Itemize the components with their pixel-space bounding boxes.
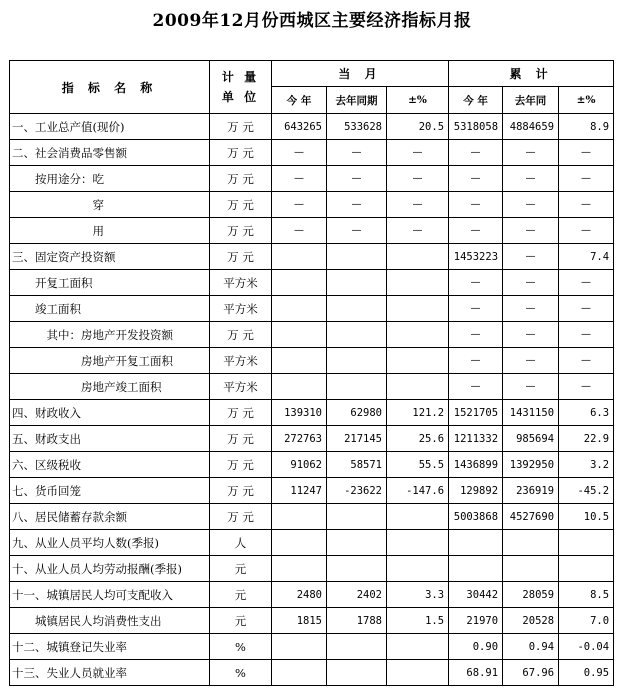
- month-this-year-value: 643265: [272, 114, 327, 140]
- header-cum-change: ±%: [559, 87, 614, 114]
- month-this-year-value: —: [272, 192, 327, 218]
- month-change-value: [387, 504, 449, 530]
- unit-cell: %: [210, 634, 272, 660]
- cum-change-value: [559, 556, 614, 582]
- cum-change-value: —: [559, 296, 614, 322]
- month-this-year-value: 2480: [272, 582, 327, 608]
- table-row: [10, 634, 614, 660]
- month-last-year-value: 62980: [327, 400, 387, 426]
- indicator-table-body: [10, 114, 614, 686]
- cum-this-year-value: 68.91: [449, 660, 503, 686]
- month-last-year-value: 217145: [327, 426, 387, 452]
- month-last-year-value: [327, 270, 387, 296]
- indicator-name: 八、居民储蓄存款余额: [10, 504, 210, 530]
- month-this-year-value: 139310: [272, 400, 327, 426]
- month-this-year-value: 11247: [272, 478, 327, 504]
- month-this-year-value: [272, 660, 327, 686]
- month-last-year-value: [327, 296, 387, 322]
- month-this-year-value: [272, 530, 327, 556]
- header-unit-line1: 计 量: [221, 70, 260, 84]
- unit-cell: 万 元: [210, 140, 272, 166]
- month-last-year-value: 1788: [327, 608, 387, 634]
- cum-last-year-value: [503, 556, 559, 582]
- unit-cell: 人: [210, 530, 272, 556]
- cum-change-value: 7.0: [559, 608, 614, 634]
- indicator-name: 房地产开复工面积: [10, 348, 210, 374]
- month-change-value: 20.5: [387, 114, 449, 140]
- indicator-name: 五、财政支出: [10, 426, 210, 452]
- month-change-value: —: [387, 166, 449, 192]
- month-change-value: -147.6: [387, 478, 449, 504]
- cum-this-year-value: 0.90: [449, 634, 503, 660]
- cum-this-year-value: 1453223: [449, 244, 503, 270]
- unit-cell: 万 元: [210, 400, 272, 426]
- indicator-name: 九、从业人员平均人数(季报): [10, 530, 210, 556]
- unit-cell: 平方米: [210, 270, 272, 296]
- cum-change-value: —: [559, 192, 614, 218]
- month-this-year-value: —: [272, 166, 327, 192]
- cum-change-value: -45.2: [559, 478, 614, 504]
- month-last-year-value: [327, 322, 387, 348]
- month-this-year-value: —: [272, 140, 327, 166]
- indicator-name: 二、社会消费品零售额: [10, 140, 210, 166]
- month-change-value: 121.2: [387, 400, 449, 426]
- cum-this-year-value: 129892: [449, 478, 503, 504]
- unit-cell: 元: [210, 582, 272, 608]
- indicator-name: 开复工面积: [10, 270, 210, 296]
- month-change-value: [387, 660, 449, 686]
- unit-cell: 万 元: [210, 504, 272, 530]
- table-row: [10, 400, 614, 426]
- month-change-value: [387, 322, 449, 348]
- cum-last-year-value: —: [503, 218, 559, 244]
- header-current-month: 当 月: [272, 61, 449, 87]
- cum-change-value: -0.04: [559, 634, 614, 660]
- unit-cell: 万 元: [210, 478, 272, 504]
- month-this-year-value: [272, 322, 327, 348]
- cum-this-year-value: [449, 530, 503, 556]
- table-row: [10, 140, 614, 166]
- cum-this-year-value: —: [449, 374, 503, 400]
- month-change-value: [387, 556, 449, 582]
- cum-change-value: 3.2: [559, 452, 614, 478]
- month-this-year-value: [272, 270, 327, 296]
- cum-this-year-value: —: [449, 348, 503, 374]
- cum-last-year-value: —: [503, 270, 559, 296]
- indicator-name: 十三、失业人员就业率: [10, 660, 210, 686]
- month-last-year-value: [327, 634, 387, 660]
- table-row: [10, 452, 614, 478]
- month-this-year-value: —: [272, 218, 327, 244]
- month-this-year-value: [272, 244, 327, 270]
- month-change-value: [387, 634, 449, 660]
- table-row: [10, 374, 614, 400]
- page-title: 2009年12月份西城区主要经济指标月报: [152, 11, 472, 31]
- month-change-value: [387, 348, 449, 374]
- month-change-value: 55.5: [387, 452, 449, 478]
- unit-cell: 万 元: [210, 322, 272, 348]
- unit-cell: 万 元: [210, 426, 272, 452]
- table-row: [10, 322, 614, 348]
- unit-cell: 万 元: [210, 166, 272, 192]
- indicator-name: 用: [10, 218, 210, 244]
- month-this-year-value: [272, 296, 327, 322]
- month-change-value: 25.6: [387, 426, 449, 452]
- table-row: [10, 608, 614, 634]
- cum-this-year-value: —: [449, 322, 503, 348]
- cum-change-value: —: [559, 322, 614, 348]
- indicator-name: 房地产竣工面积: [10, 374, 210, 400]
- cum-last-year-value: —: [503, 374, 559, 400]
- unit-cell: 万 元: [210, 218, 272, 244]
- indicator-name: 竣工面积: [10, 296, 210, 322]
- month-this-year-value: 1815: [272, 608, 327, 634]
- cum-this-year-value: 21970: [449, 608, 503, 634]
- cum-last-year-value: [503, 530, 559, 556]
- cum-this-year-value: —: [449, 270, 503, 296]
- cum-change-value: 8.9: [559, 114, 614, 140]
- unit-cell: 平方米: [210, 374, 272, 400]
- cum-last-year-value: 28059: [503, 582, 559, 608]
- month-last-year-value: [327, 504, 387, 530]
- table-row: [10, 244, 614, 270]
- table-row: [10, 218, 614, 244]
- unit-cell: %: [210, 660, 272, 686]
- indicator-name: 城镇居民人均消费性支出: [10, 608, 210, 634]
- month-this-year-value: [272, 634, 327, 660]
- unit-cell: 平方米: [210, 296, 272, 322]
- indicator-name: 十二、城镇登记失业率: [10, 634, 210, 660]
- table-row: [10, 478, 614, 504]
- cum-this-year-value: 5318058: [449, 114, 503, 140]
- month-change-value: —: [387, 140, 449, 166]
- header-cum-this-year: 今 年: [449, 87, 503, 114]
- cum-last-year-value: 1392950: [503, 452, 559, 478]
- cum-change-value: —: [559, 166, 614, 192]
- cum-change-value: 10.5: [559, 504, 614, 530]
- unit-cell: 万 元: [210, 244, 272, 270]
- month-last-year-value: —: [327, 192, 387, 218]
- indicator-name: 其中：房地产开发投资额: [10, 322, 210, 348]
- table-row: [10, 348, 614, 374]
- cum-this-year-value: 1521705: [449, 400, 503, 426]
- unit-cell: 万 元: [210, 114, 272, 140]
- cum-this-year-value: 1211332: [449, 426, 503, 452]
- cum-last-year-value: 20528: [503, 608, 559, 634]
- unit-cell: 元: [210, 556, 272, 582]
- month-last-year-value: —: [327, 218, 387, 244]
- cum-this-year-value: —: [449, 192, 503, 218]
- month-change-value: [387, 296, 449, 322]
- cum-last-year-value: —: [503, 244, 559, 270]
- month-this-year-value: [272, 504, 327, 530]
- month-last-year-value: -23622: [327, 478, 387, 504]
- month-last-year-value: [327, 374, 387, 400]
- month-change-value: 3.3: [387, 582, 449, 608]
- month-change-value: [387, 244, 449, 270]
- month-change-value: [387, 270, 449, 296]
- month-last-year-value: 58571: [327, 452, 387, 478]
- month-change-value: [387, 374, 449, 400]
- cum-this-year-value: —: [449, 166, 503, 192]
- month-change-value: —: [387, 218, 449, 244]
- cum-change-value: —: [559, 374, 614, 400]
- cum-this-year-value: 5003868: [449, 504, 503, 530]
- table-row: [10, 192, 614, 218]
- unit-cell: 万 元: [210, 192, 272, 218]
- indicator-name: 一、工业总产值(现价): [10, 114, 210, 140]
- month-this-year-value: [272, 374, 327, 400]
- cum-this-year-value: 30442: [449, 582, 503, 608]
- indicator-name: 穿: [10, 192, 210, 218]
- cum-this-year-value: —: [449, 296, 503, 322]
- cum-last-year-value: —: [503, 192, 559, 218]
- indicator-name: 六、区级税收: [10, 452, 210, 478]
- indicator-name: 按用途分：吃: [10, 166, 210, 192]
- cum-this-year-value: 1436899: [449, 452, 503, 478]
- table-row: [10, 296, 614, 322]
- month-change-value: [387, 530, 449, 556]
- header-cum-last-year: 去年同: [503, 87, 559, 114]
- cum-change-value: —: [559, 140, 614, 166]
- header-unit-line2: 单 位: [221, 90, 260, 104]
- month-last-year-value: [327, 348, 387, 374]
- month-last-year-value: [327, 244, 387, 270]
- indicator-name: 四、财政收入: [10, 400, 210, 426]
- month-this-year-value: 91062: [272, 452, 327, 478]
- cum-this-year-value: —: [449, 140, 503, 166]
- cum-change-value: [559, 530, 614, 556]
- cum-last-year-value: 985694: [503, 426, 559, 452]
- cum-last-year-value: —: [503, 322, 559, 348]
- cum-last-year-value: —: [503, 348, 559, 374]
- table-row: [10, 504, 614, 530]
- table-row: [10, 114, 614, 140]
- cum-last-year-value: 4884659: [503, 114, 559, 140]
- unit-cell: 元: [210, 608, 272, 634]
- table-row: [10, 530, 614, 556]
- indicator-table: [9, 60, 614, 686]
- month-this-year-value: 272763: [272, 426, 327, 452]
- table-row: [10, 556, 614, 582]
- cum-last-year-value: —: [503, 140, 559, 166]
- cum-change-value: 7.4: [559, 244, 614, 270]
- indicator-name: 十、从业人员人均劳动报酬(季报): [10, 556, 210, 582]
- month-last-year-value: 2402: [327, 582, 387, 608]
- indicator-name: 三、固定资产投资额: [10, 244, 210, 270]
- cum-change-value: —: [559, 218, 614, 244]
- cum-change-value: —: [559, 270, 614, 296]
- cum-change-value: —: [559, 348, 614, 374]
- cum-change-value: 22.9: [559, 426, 614, 452]
- cum-last-year-value: 4527690: [503, 504, 559, 530]
- cum-last-year-value: 0.94: [503, 634, 559, 660]
- table-row: [10, 582, 614, 608]
- month-last-year-value: [327, 660, 387, 686]
- header-indicator-name: 指 标 名 称: [10, 61, 210, 114]
- month-last-year-value: 533628: [327, 114, 387, 140]
- header-month-last-year: 去年同期: [327, 87, 387, 114]
- cum-this-year-value: [449, 556, 503, 582]
- cum-this-year-value: —: [449, 218, 503, 244]
- month-change-value: 1.5: [387, 608, 449, 634]
- unit-cell: 平方米: [210, 348, 272, 374]
- header-month-this-year: 今 年: [272, 87, 327, 114]
- indicator-name: 七、货币回笼: [10, 478, 210, 504]
- month-last-year-value: [327, 530, 387, 556]
- unit-cell: 万 元: [210, 452, 272, 478]
- cum-last-year-value: —: [503, 296, 559, 322]
- table-row: [10, 426, 614, 452]
- table-row: [10, 270, 614, 296]
- table-row: [10, 660, 614, 686]
- month-this-year-value: [272, 348, 327, 374]
- month-this-year-value: [272, 556, 327, 582]
- header-row-top: [10, 61, 614, 87]
- cum-last-year-value: 236919: [503, 478, 559, 504]
- cum-last-year-value: 1431150: [503, 400, 559, 426]
- month-change-value: —: [387, 192, 449, 218]
- cum-last-year-value: 67.96: [503, 660, 559, 686]
- header-unit: [210, 61, 272, 114]
- table-row: [10, 166, 614, 192]
- cum-change-value: 6.3: [559, 400, 614, 426]
- month-last-year-value: [327, 556, 387, 582]
- cum-change-value: 8.5: [559, 582, 614, 608]
- header-cumulative: 累 计: [449, 61, 614, 87]
- month-last-year-value: —: [327, 140, 387, 166]
- indicator-name: 十一、城镇居民人均可支配收入: [10, 582, 210, 608]
- cum-last-year-value: —: [503, 166, 559, 192]
- cum-change-value: 0.95: [559, 660, 614, 686]
- month-last-year-value: —: [327, 166, 387, 192]
- header-month-change: ±%: [387, 87, 449, 114]
